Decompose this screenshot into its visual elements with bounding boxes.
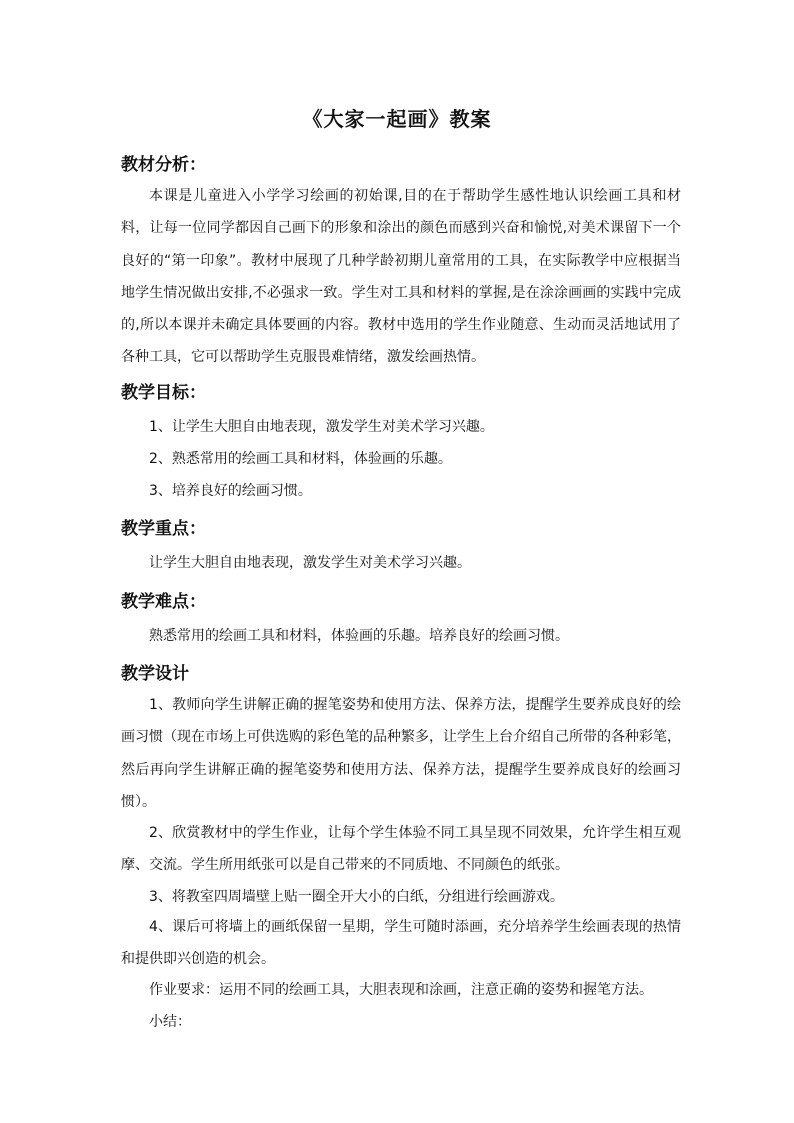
- goal-item-3: 3、培养良好的绘画习惯。: [149, 483, 312, 499]
- heading-difficulties: 教学难点：: [121, 592, 206, 612]
- heading-design: 教学设计: [121, 664, 189, 684]
- design-step-3: 3、将教室四周墙壁上贴一圈全开大小的白纸，分组进行绘画游戏。: [149, 889, 564, 905]
- summary-label: 小结：: [149, 1014, 191, 1030]
- difficulties-text: 熟悉常用的绘画工具和材料，体验画的乐趣。培养良好的绘画习惯。: [149, 628, 569, 644]
- design-step-2: 2、欣赏教材中的学生作业，让每个学生体验不同工具呈现不同效果，允许学生相互观摩、交流。学生所用纸张可以是自己带来的不同质地、不同颜色的纸张。: [121, 825, 681, 874]
- heading-goals: 教学目标：: [121, 383, 206, 403]
- goal-item-2: 2、熟悉常用的绘画工具和材料，体验画的乐趣。: [149, 451, 452, 467]
- homework-requirement: 作业要求：运用不同的绘画工具，大胆表现和涂画，注意正确的姿势和握笔方法。: [149, 982, 653, 998]
- goal-item-1: 1、让学生大胆自由地表现，激发学生对美术学习兴趣。: [149, 419, 494, 435]
- design-step-1: 1、教师向学生讲解正确的握笔姿势和使用方法、保养方法，提醒学生要养成良好的绘画习惯（现在市场上可供选购的彩色笔的品种繁多，让学生上台介绍自己所带的各种彩笔，然后再向学生讲解正确的握笔姿势和使用方法、保养方法，提醒学生要养成良好的绘画习惯）。: [121, 697, 681, 810]
- design-step-4: 4、课后可将墙上的画纸保留一星期，学生可随时添画，充分培养学生绘画表现的热情和提供即兴创造的机会。: [121, 919, 681, 968]
- heading-analysis: 教材分析：: [121, 155, 206, 175]
- document-title: 《大家一起画》教案: [302, 107, 492, 131]
- heading-key-points: 教学重点：: [121, 519, 206, 539]
- key-points-text: 让学生大胆自由地表现，激发学生对美术学习兴趣。: [149, 555, 471, 571]
- analysis-paragraph: 本课是儿童进入小学学习绘画的初始课,目的在于帮助学生感性地认识绘画工具和材料，让每一位同学都因自己画下的形象和涂出的颜色而感到兴奋和愉悦,对美术课留下一个良好的“第一印象”。教材中展现了几种学龄初期儿童常用的工具，在实际教学中应根据当地学生情况做出安排,不必强求一致。学生对工具和材料的掌握,是在涂涂画画的实践中完成的,所以本课并未确定具体要画的内容。教材中选用的学生作业随意、生动而灵活地试用了各种工具，它可以帮助学生克服畏难情绪，激发绘画热情。: [121, 188, 681, 366]
